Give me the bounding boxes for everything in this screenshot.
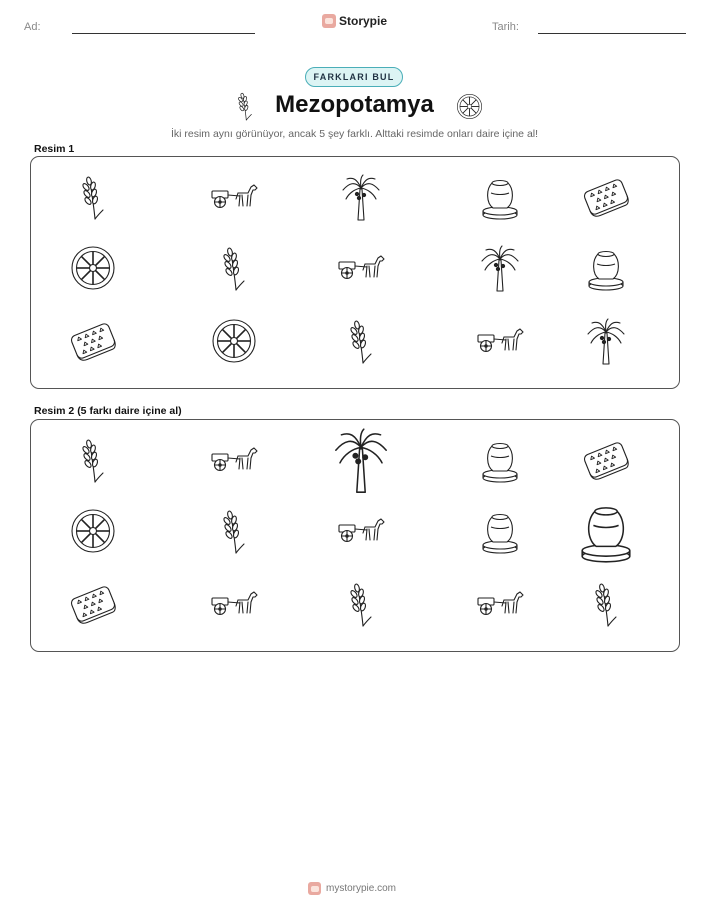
instructions: İki resim aynı görünüyor, ancak 5 şey farklı. Alttaki resimde onları daire içine al! [170, 128, 539, 140]
brand-name: Storypie [339, 14, 388, 28]
wheat-icon[interactable] [209, 506, 259, 556]
wheat-icon[interactable] [209, 243, 259, 293]
palm-tree-icon[interactable] [475, 243, 525, 293]
wheat-icon[interactable] [336, 316, 386, 366]
page-title: Mezopotamya [275, 91, 434, 118]
horse-cart-icon[interactable] [475, 316, 525, 366]
horse-cart-icon[interactable] [209, 435, 259, 485]
horse-cart-icon[interactable] [336, 506, 386, 556]
brand-logo [322, 14, 387, 28]
wheat-icon[interactable] [336, 579, 386, 629]
pottery-wheel-icon[interactable] [571, 496, 641, 566]
name-line[interactable] [72, 33, 255, 34]
clay-tablet-icon[interactable] [68, 316, 118, 366]
pottery-wheel-icon[interactable] [475, 435, 525, 485]
wheel-icon[interactable] [209, 316, 259, 366]
clay-tablet-icon[interactable] [581, 172, 631, 222]
footer-url[interactable]: mystorypie.com [326, 883, 397, 894]
storypie-logo-icon [322, 14, 336, 28]
pottery-wheel-icon[interactable] [475, 172, 525, 222]
horse-cart-icon[interactable] [336, 243, 386, 293]
clay-tablet-icon[interactable] [581, 435, 631, 485]
picture2-panel[interactable] [30, 419, 680, 652]
wheel-icon[interactable] [68, 243, 118, 293]
date-line[interactable] [538, 33, 686, 34]
wheat-icon[interactable] [581, 579, 631, 629]
palm-tree-icon[interactable] [326, 425, 396, 495]
wheat-icon[interactable] [68, 435, 118, 485]
footer [308, 882, 396, 895]
storypie-logo-icon [308, 882, 321, 895]
pottery-wheel-icon[interactable] [475, 506, 525, 556]
palm-tree-icon[interactable] [581, 316, 631, 366]
horse-cart-icon[interactable] [475, 579, 525, 629]
picture1-label: Resim 1 [34, 143, 75, 155]
clay-tablet-icon[interactable] [68, 579, 118, 629]
picture1-panel [30, 156, 680, 389]
palm-tree-icon[interactable] [336, 172, 386, 222]
horse-cart-icon[interactable] [209, 579, 259, 629]
wheel-icon [455, 92, 484, 126]
name-label: Ad: [24, 21, 41, 33]
horse-cart-icon[interactable] [209, 172, 259, 222]
find-differences-badge: FARKLARI BUL [305, 67, 403, 87]
wheat-icon[interactable] [68, 172, 118, 222]
picture2-label: Resim 2 (5 farkı daire içine al) [34, 405, 182, 417]
pottery-wheel-icon[interactable] [581, 243, 631, 293]
date-label: Tarih: [492, 21, 519, 33]
wheel-icon[interactable] [68, 506, 118, 556]
